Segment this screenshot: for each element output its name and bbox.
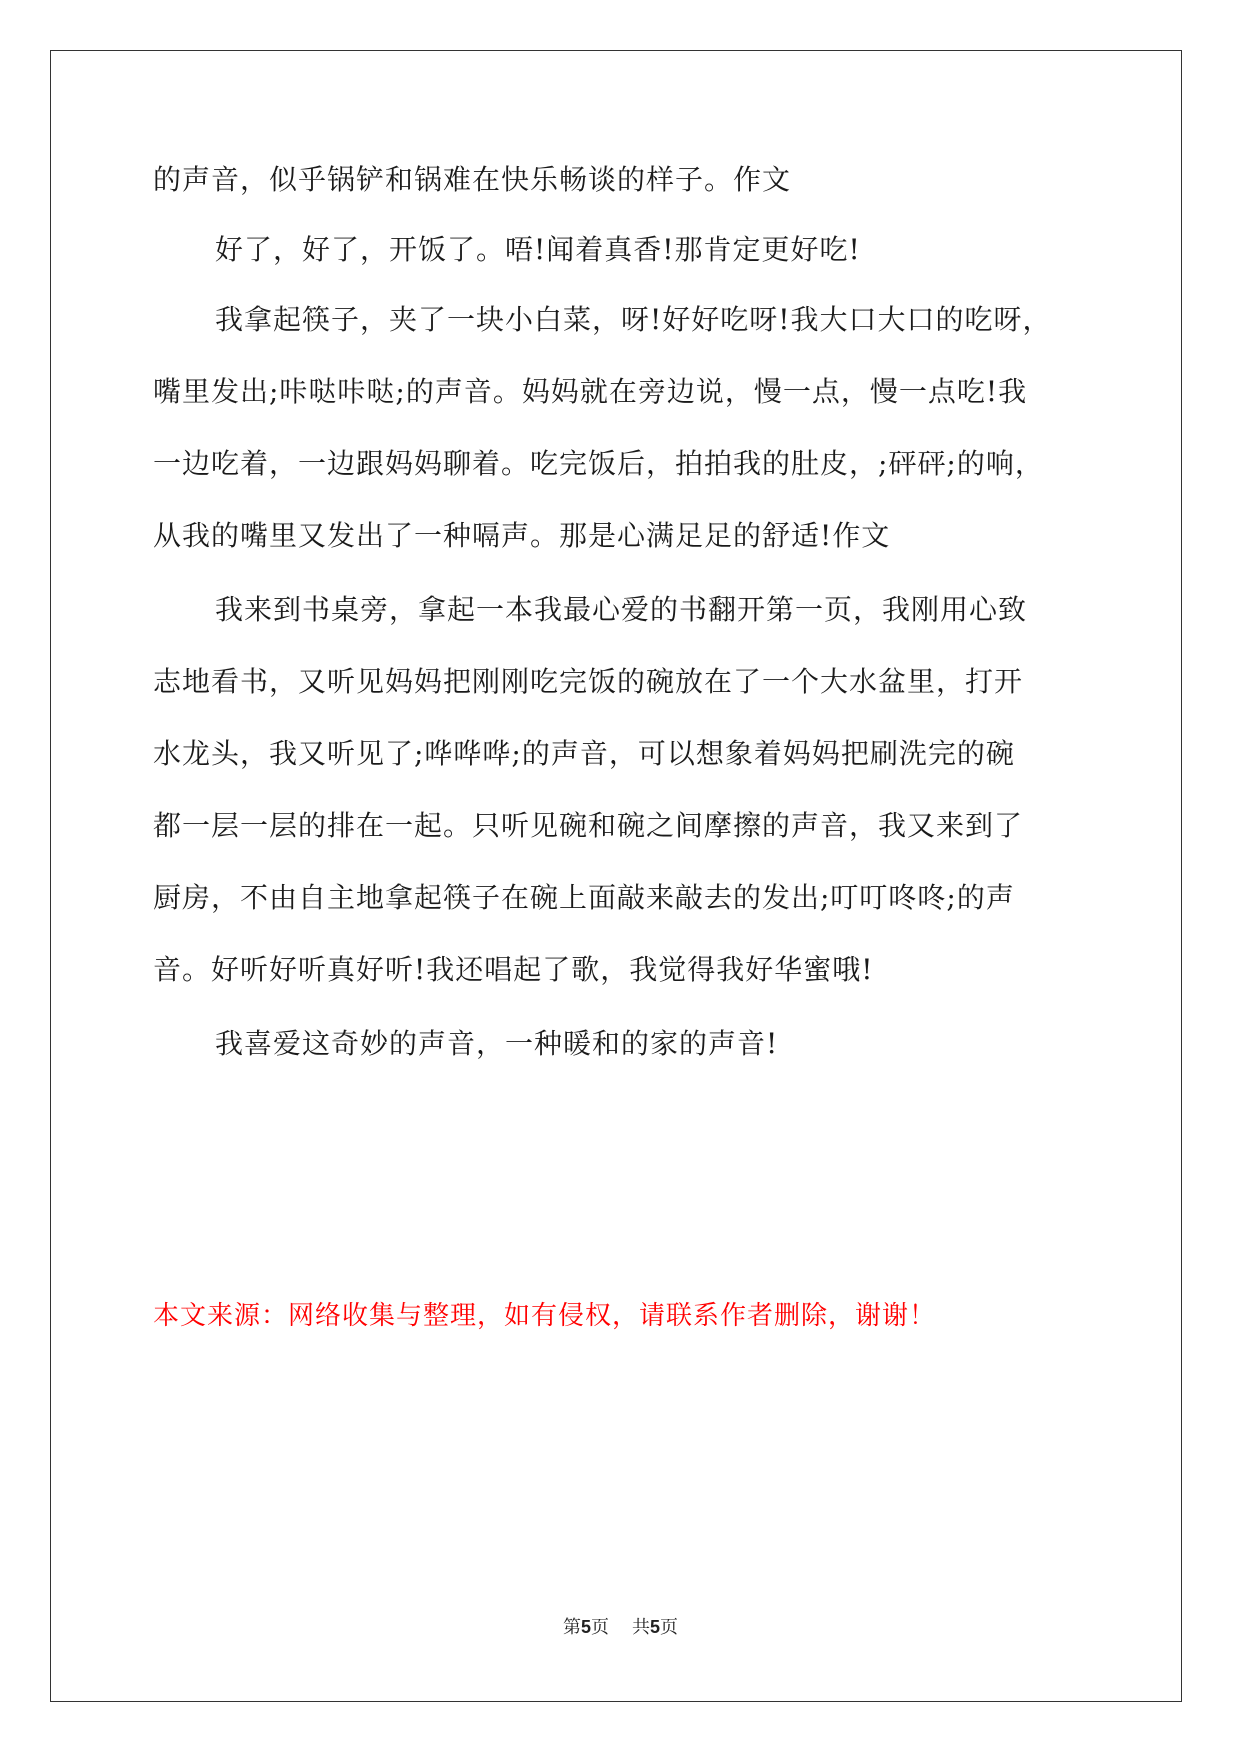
source-disclaimer: 本文来源：网络收集与整理，如有侵权，请联系作者删除，谢谢！ bbox=[153, 1301, 937, 1331]
page-border bbox=[50, 50, 1182, 1702]
footer-page-suffix: 页 bbox=[591, 1617, 610, 1638]
footer-prefix: 第 bbox=[563, 1617, 582, 1638]
paragraph-4-line-6: 音。好听好听真好听!我还唱起了歌，我觉得我好华蜜哦! bbox=[153, 953, 874, 986]
page-footer bbox=[0, 1613, 1241, 1639]
paragraph-4-line-5: 厨房，不由自主地拿起筷子在碗上面敲来敲去的发出;叮叮咚咚;的声 bbox=[153, 881, 1015, 914]
paragraph-4-line-4: 都一层一层的排在一起。只听见碗和碗之间摩擦的声音，我又来到了 bbox=[153, 809, 1024, 842]
paragraph-4-line-1: 我来到书桌旁，拿起一本我最心爱的书翻开第一页，我刚用心致 bbox=[215, 593, 1028, 626]
paragraph-3-line-2: 嘴里发出;咔哒咔哒;的声音。妈妈就在旁边说，慢一点，慢一点吃!我 bbox=[153, 375, 1028, 408]
footer-total-suffix: 页 bbox=[659, 1617, 678, 1638]
paragraph-5-line-1: 我喜爱这奇妙的声音，一种暖和的家的声音! bbox=[215, 1027, 779, 1060]
paragraph-1-line-1: 的声音，似乎锅铲和锅难在快乐畅谈的样子。作文 bbox=[153, 163, 792, 196]
footer-total-pages: 5 bbox=[649, 1617, 660, 1637]
footer-page-number: 5 bbox=[581, 1617, 592, 1637]
paragraph-4-line-2: 志地看书，又听见妈妈把刚刚吃完饭的碗放在了一个大水盆里，打开 bbox=[153, 665, 1024, 698]
paragraph-3-line-1: 我拿起筷子，夹了一块小白菜，呀!好好吃呀!我大口大口的吃呀， bbox=[215, 303, 1052, 336]
paragraph-3-line-4: 从我的嘴里又发出了一种嗝声。那是心满足足的舒适!作文 bbox=[153, 519, 891, 552]
paragraph-4-line-3: 水龙头，我又听见了;哗哗哗;的声音，可以想象着妈妈把刷洗完的碗 bbox=[153, 737, 1015, 770]
paragraph-2-line-1: 好了，好了，开饭了。唔!闻着真香!那肯定更好吃! bbox=[215, 233, 861, 266]
paragraph-3-line-3: 一边吃着，一边跟妈妈聊着。吃完饭后，拍拍我的肚皮，;砰砰;的响， bbox=[153, 447, 1044, 480]
footer-total-prefix: 共 bbox=[631, 1617, 650, 1638]
